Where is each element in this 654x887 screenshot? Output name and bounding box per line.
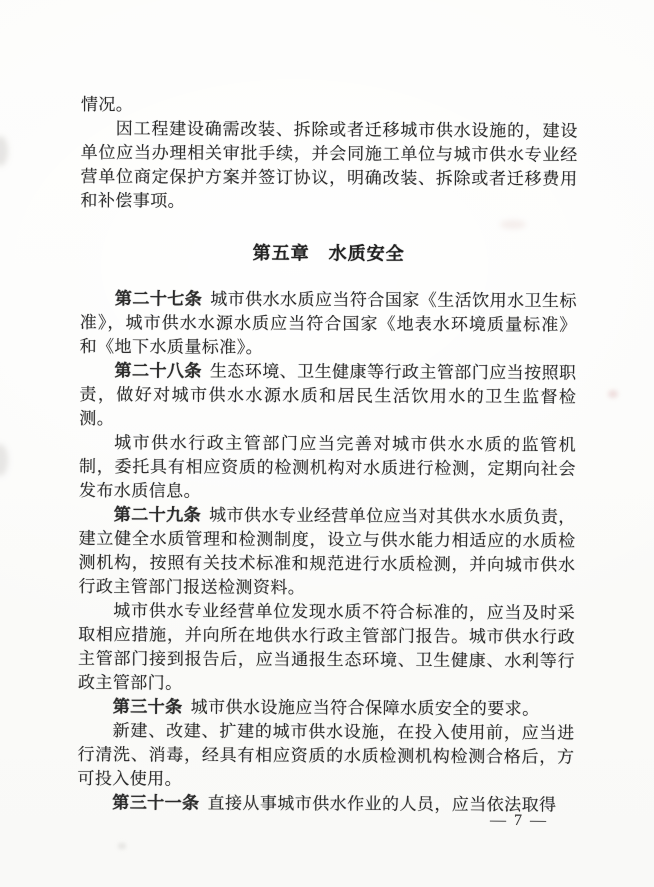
scan-smudge (0, 136, 8, 166)
scan-smudge (0, 444, 8, 476)
article-number: 第三十一条 (112, 793, 200, 813)
paragraph: 城市供水行政主管部门应当完善对城市供水水质的监管机制，委托具有相应资质的检测机构对水质进行检测，定期向社会发布水质信息。 (78, 433, 577, 501)
document-body (77, 93, 578, 818)
paragraph: 因工程建设确需改装、拆除或者迁移城市供水设施的，建设单位应当办理相关审批手续，并会同施工单位与城市供水专业经营单位商定保护方案并签订协议，明确改装、拆除或者迁移费用和补偿事项。 (80, 119, 578, 211)
scan-smudge (118, 843, 126, 849)
paragraph: 第二十七条 城市供水水质应当符合国家《生活饮用水卫生标准》，城市供水水源水质应当符合国家《地表水环境质量标准》和《地下水质量标准》。 (79, 289, 577, 357)
article-number: 第二十九条 (113, 505, 202, 525)
paragraph: 第三十一条 直接从事城市供水作业的人员，应当依法取得 (112, 793, 557, 815)
article-number: 第三十条 (112, 697, 183, 717)
paragraph: 第二十八条 生态环境、卫生健康等行政主管部门应当按照职责，做好对城市供水水源水质和居民生活饮用水的卫生监督检测。 (79, 361, 577, 429)
scan-smudge (608, 390, 618, 398)
paragraph: 第二十九条 城市供水专业经营单位应当对其供水水质负责，建立健全水质管理和检测制度，设立与供水能力相适应的水质检测机构，按照有关技术标准和规范进行水质检测，并向城市供水行政主管部门报送检测资料。 (78, 505, 576, 598)
paragraph: 城市供水专业经营单位发现水质不符合标准的，应当及时采取相应措施，并向所在地供水行政主管部门报告。城市供水行政主管部门接到报告后，应当通报生态环境、卫生健康、水利等行政主管部门。 (77, 601, 576, 693)
page-number: — 7 — (489, 811, 549, 830)
paragraph: 情况。 (80, 94, 134, 115)
article-number: 第二十七条 (114, 289, 203, 309)
chapter-heading: 第五章 水质安全 (252, 242, 405, 264)
paragraph: 第三十条 城市供水设施应当符合保障水质安全的要求。 (112, 697, 540, 719)
paragraph: 新建、改建、扩建的城市供水设施，在投入使用前，应当进行清洗、消毒，经具有相应资质的水质检测机构检测合格后，方可投入使用。 (77, 721, 575, 789)
article-number: 第二十八条 (114, 361, 202, 381)
